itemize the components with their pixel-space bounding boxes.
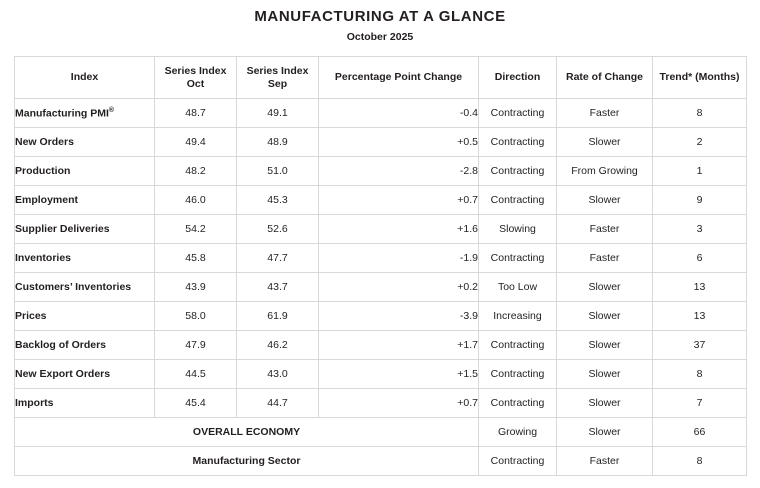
manufacturing-at-a-glance-page [0,8,760,488]
cell-sep: 44.7 [237,389,319,418]
cell-rate: Slower [557,331,653,360]
column-header-series-index-sep-line2: Sep [267,77,288,90]
cell-change: +0.5 [319,128,479,157]
cell-rate: Slower [557,273,653,302]
cell-rate: Faster [557,244,653,273]
table-header [15,57,747,99]
cell-rate: Faster [557,99,653,128]
cell-change: -2.8 [319,157,479,186]
cell-change: -0.4 [319,99,479,128]
column-header-rate-of-change: Rate of Change [557,57,653,99]
cell-summary-label: OVERALL ECONOMY [15,418,479,447]
cell-direction: Contracting [479,157,557,186]
cell-index: Employment [15,186,155,215]
cell-rate: Slower [557,418,653,447]
column-header-series-index-sep [237,57,319,99]
table-row [15,186,747,215]
cell-direction: Too Low [479,273,557,302]
cell-index: Production [15,157,155,186]
cell-index: Inventories [15,244,155,273]
cell-direction: Contracting [479,331,557,360]
cell-index: Supplier Deliveries [15,215,155,244]
cell-oct: 47.9 [155,331,237,360]
cell-oct: 48.2 [155,157,237,186]
cell-oct: 46.0 [155,186,237,215]
summary-row-manufacturing-sector [15,447,747,476]
cell-trend: 3 [653,215,747,244]
cell-oct: 58.0 [155,302,237,331]
cell-direction: Contracting [479,389,557,418]
cell-trend: 2 [653,128,747,157]
cell-sep: 45.3 [237,186,319,215]
cell-index-label: Manufacturing PMI [15,107,109,120]
column-header-trend-months: Trend* (Months) [653,57,747,99]
cell-change: +1.7 [319,331,479,360]
cell-trend: 13 [653,302,747,331]
column-header-percentage-point-change: Percentage Point Change [319,57,479,99]
table-body [15,99,747,476]
cell-oct: 44.5 [155,360,237,389]
table-row [15,302,747,331]
cell-sep: 52.6 [237,215,319,244]
cell-change: -1.9 [319,244,479,273]
column-header-series-index-sep-line1: Series Index [246,65,309,78]
cell-rate: Slower [557,128,653,157]
cell-direction: Contracting [479,99,557,128]
cell-sep: 49.1 [237,99,319,128]
cell-sep: 43.0 [237,360,319,389]
cell-rate: Slower [557,389,653,418]
cell-trend: 8 [653,447,747,476]
table-row [15,273,747,302]
cell-rate: Slower [557,360,653,389]
table-row [15,389,747,418]
cell-sep: 43.7 [237,273,319,302]
cell-oct: 48.7 [155,99,237,128]
cell-rate: Faster [557,215,653,244]
cell-trend: 13 [653,273,747,302]
page-title: MANUFACTURING AT A GLANCE [254,8,506,25]
cell-trend: 37 [653,331,747,360]
cell-sep: 61.9 [237,302,319,331]
table-header-row [15,57,747,99]
cell-oct: 54.2 [155,215,237,244]
cell-index: New Export Orders [15,360,155,389]
cell-change: +0.7 [319,389,479,418]
cell-direction: Contracting [479,128,557,157]
column-header-series-index-oct-line2: Oct [186,77,205,90]
cell-change: +1.5 [319,360,479,389]
cell-sep: 47.7 [237,244,319,273]
cell-rate: Slower [557,186,653,215]
table-container [14,56,746,476]
cell-oct: 49.4 [155,128,237,157]
page-subtitle: October 2025 [346,31,414,43]
cell-index: Prices [15,302,155,331]
cell-change: +0.7 [319,186,479,215]
cell-trend: 6 [653,244,747,273]
cell-direction: Contracting [479,360,557,389]
table-row [15,215,747,244]
cell-direction: Growing [479,418,557,447]
cell-trend: 66 [653,418,747,447]
cell-oct: 43.9 [155,273,237,302]
cell-trend: 8 [653,99,747,128]
table-row [15,128,747,157]
cell-rate: Faster [557,447,653,476]
cell-index: Imports [15,389,155,418]
cell-trend: 9 [653,186,747,215]
cell-rate: From Growing [557,157,653,186]
table-row [15,244,747,273]
summary-row-overall-economy [15,418,747,447]
cell-direction: Contracting [479,447,557,476]
cell-oct: 45.4 [155,389,237,418]
cell-trend: 7 [653,389,747,418]
cell-sep: 46.2 [237,331,319,360]
cell-change: +1.6 [319,215,479,244]
cell-index: New Orders [15,128,155,157]
table-row [15,360,747,389]
column-header-index: Index [15,57,155,99]
column-header-direction: Direction [479,57,557,99]
cell-direction: Contracting [479,186,557,215]
table-row [15,99,747,128]
cell-direction: Slowing [479,215,557,244]
cell-trend: 1 [653,157,747,186]
column-header-series-index-oct-line1: Series Index [164,65,227,78]
cell-oct: 45.8 [155,244,237,273]
table-row [15,157,747,186]
cell-rate: Slower [557,302,653,331]
cell-index [15,99,155,128]
cell-index: Backlog of Orders [15,331,155,360]
registered-mark: ® [108,106,115,114]
cell-change: +0.2 [319,273,479,302]
cell-summary-label: Manufacturing Sector [15,447,479,476]
cell-change: -3.9 [319,302,479,331]
cell-direction: Contracting [479,244,557,273]
column-header-series-index-oct [155,57,237,99]
cell-sep: 48.9 [237,128,319,157]
cell-index: Customers’ Inventories [15,273,155,302]
cell-sep: 51.0 [237,157,319,186]
manufacturing-glance-table [14,56,747,476]
table-row [15,331,747,360]
cell-direction: Increasing [479,302,557,331]
cell-trend: 8 [653,360,747,389]
